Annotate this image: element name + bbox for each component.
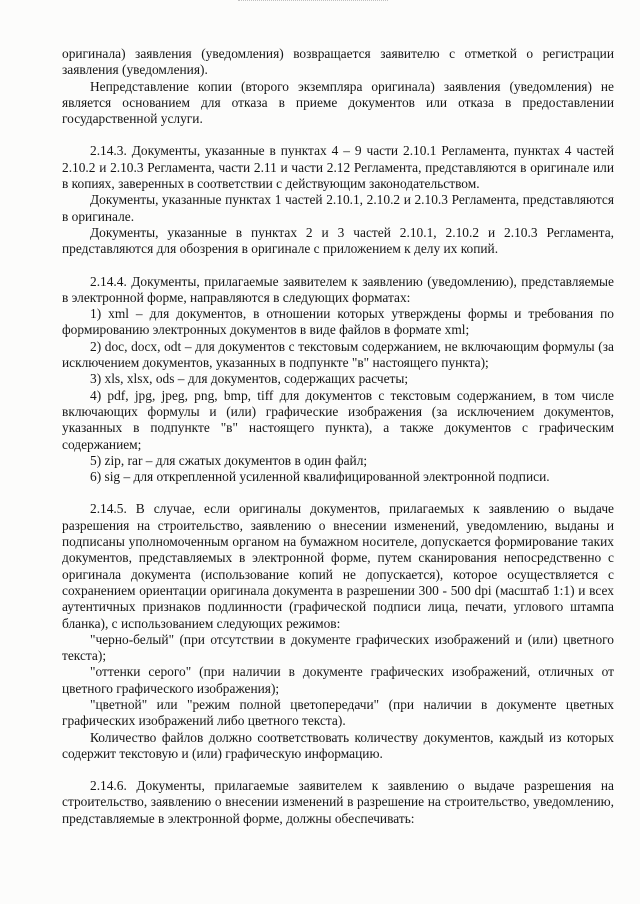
section-2-14-6: 2.14.6. Документы, прилагаемые заявителем к заявлению о выдаче разрешения на строительство, заявлению о внесении изменений в разрешение на строительство, уведомлению, представляемые в электронной форме, должны обеспечивать: — [62, 778, 614, 826]
mode-black-white: "черно-белый" (при отсутствии в документе графических изображений и (или) цветного текста); — [62, 631, 614, 664]
document-body — [62, 46, 614, 827]
list-item-zip: 5) zip, rar – для сжатых документов в один файл; — [90, 452, 368, 468]
list-item-sig: 6) sig – для открепленной усиленной квалифицированной электронной подписи. — [90, 469, 550, 485]
list-item-xml: 1) xml – для документов, в отношении которых утверждены формы и требования по формированию электронных документов в виде файлов в формате xml; — [62, 306, 614, 338]
scan-artifact — [238, 0, 388, 5]
section-2-14-5: 2.14.5. В случае, если оригиналы документов, прилагаемых к заявлению о выдаче разрешения на строительство, заявлению о внесении изменений, уведомлению, выданы и подписаны уполномоченным органом на бумажном носителе, допускается формирование таких документов, представляемых в электронной форме, путем сканирования непосредственно с оригинала документа (использование копий не допускается), которое осуществляется с сохранением ориентации оригинала документа в разрешении 300 - 500 dpi (масштаб 1:1) и всех аутентичных признаков подлинности (графической подписи лица, печати, углового штампа бланка), с использованием следующих режимов: — [62, 501, 614, 631]
list-item-xls: 3) xls, xlsx, ods – для документов, содержащих расчеты; — [90, 371, 409, 387]
list-item-pdf: 4) pdf, jpg, jpeg, png, bmp, tiff для документов с текстовым содержанием, в том числе включающих формулы и (или) графические изображения (за исключением документов, указанных в подпункте "в" настоящего пункта), а также документов с графическим содержанием; — [62, 387, 614, 452]
paragraph-copy-note: Непредставление копии (второго экземпляра оригинала) заявления (уведомления) не является основанием для отказа в приеме документов или отказа в предоставлении государственной услуги. — [62, 78, 614, 127]
paragraph-originals: Документы, указанные пунктах 1 частей 2.10.1, 2.10.2 и 2.10.3 Регламента, представляются в оригинале. — [62, 192, 614, 224]
section-2-14-4: 2.14.4. Документы, прилагаемые заявителем к заявлению (уведомлению), представляемые в электронной форме, направляются в следующих форматах: — [62, 273, 614, 305]
section-2-14-3: 2.14.3. Документы, указанные в пунктах 4 – 9 части 2.10.1 Регламента, пунктах 4 частей 2.10.2 и 2.10.3 Регламента, части 2.11 и части 2.12 Регламента, представляются в оригинале или в копиях, заверенных в соответствии с действующим законодательством. — [62, 143, 614, 192]
list-item-doc: 2) doc, docx, odt – для документов с текстовым содержанием, не включающим формулы (за исключением документов, указанных в подпункте "в" настоящего пункта); — [62, 338, 614, 371]
mode-grayscale: "оттенки серого" (при наличии в документе графических изображений, отличных от цветного графического изображения); — [62, 664, 614, 696]
paragraph-file-count: Количество файлов должно соответствовать количеству документов, каждый из которых содержит текстовую и (или) графическую информацию. — [62, 729, 614, 761]
paragraph-review-originals: Документы, указанные в пунктах 2 и 3 частей 2.10.1, 2.10.2 и 2.10.3 Регламента, представляются для обозрения в оригинале с приложением к делу их копий. — [62, 224, 614, 257]
mode-color: "цветной" или "режим полной цветопередачи" (при наличии в документе цветных графических изображений либо цветного текста). — [62, 696, 614, 729]
paragraph-continuation: оригинала) заявления (уведомления) возвращается заявителю с отметкой о регистрации заявления (уведомления). — [62, 46, 614, 78]
